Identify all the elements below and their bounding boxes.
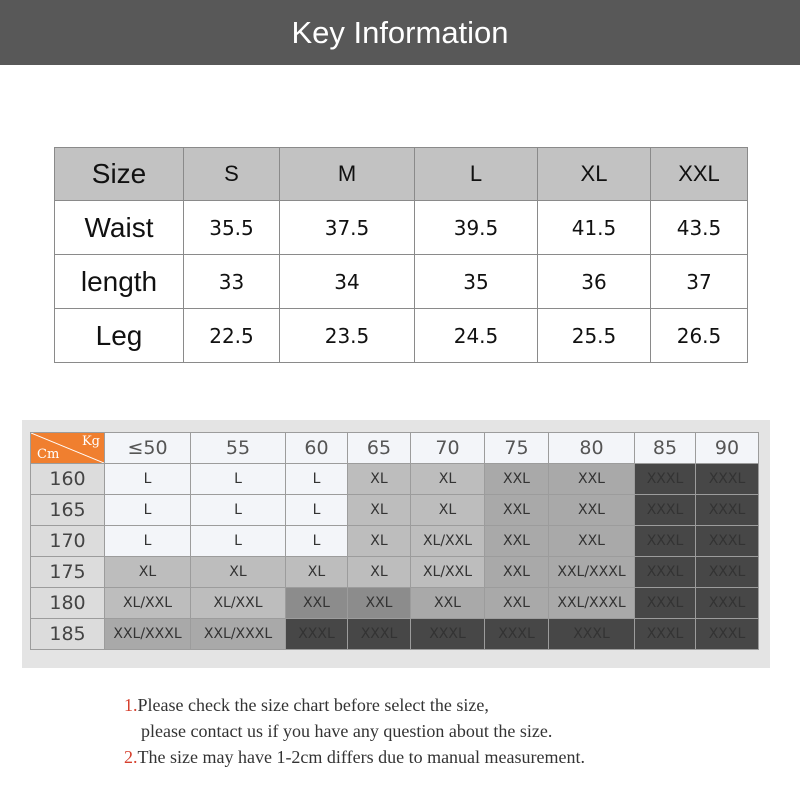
weight-col-header: ≤50 xyxy=(105,433,191,464)
size-recommendation-cell: XL/XXL xyxy=(191,588,286,619)
height-label: 175 xyxy=(31,557,105,588)
table-cell: 36 xyxy=(538,255,651,309)
size-recommendation-cell: XL xyxy=(348,495,411,526)
size-row-length xyxy=(55,255,748,309)
size-recommendation-cell: XXL xyxy=(411,588,485,619)
note-1-line-2: please contact us if you have any question about the size. xyxy=(141,721,553,741)
size-row-leg xyxy=(55,309,748,363)
size-recommendation-cell: XXL/XXXL xyxy=(191,619,286,650)
height-label: 165 xyxy=(31,495,105,526)
size-recommendation-cell: XXL xyxy=(485,495,549,526)
size-col-xl: XL xyxy=(538,148,651,201)
table-cell: 35.5 xyxy=(184,201,280,255)
size-recommendation-cell: L xyxy=(191,495,286,526)
row-label: length xyxy=(55,255,184,309)
height-label: 185 xyxy=(31,619,105,650)
size-recommendation-cell: L xyxy=(286,495,348,526)
size-recommendation-cell: XXL xyxy=(549,526,635,557)
table-cell: 43.5 xyxy=(651,201,748,255)
size-recommendation-cell: XXL xyxy=(485,464,549,495)
key-information-header xyxy=(0,0,800,65)
size-recommendation-cell: XXXL xyxy=(696,495,759,526)
note-1 xyxy=(124,692,585,744)
size-recommendation-cell: L xyxy=(191,464,286,495)
table-row xyxy=(31,526,759,557)
size-recommendation-cell: XXL xyxy=(485,588,549,619)
height-label: 180 xyxy=(31,588,105,619)
weight-col-header: 70 xyxy=(411,433,485,464)
size-recommendation-cell: XXXL xyxy=(635,526,696,557)
size-recommendation-cell: XXXL xyxy=(485,619,549,650)
table-row xyxy=(31,588,759,619)
size-recommendation-cell: L xyxy=(286,464,348,495)
size-recommendation-cell: XXXL xyxy=(696,464,759,495)
corner-cm-label: Cm xyxy=(37,447,60,462)
size-recommendation-cell: XXXL xyxy=(696,557,759,588)
size-row-waist xyxy=(55,201,748,255)
size-recommendation-cell: XXXL xyxy=(286,619,348,650)
size-recommendation-cell: XXL xyxy=(485,557,549,588)
size-col-xxl: XXL xyxy=(651,148,748,201)
size-col-s: S xyxy=(184,148,280,201)
size-recommendation-cell: XL/XXL xyxy=(411,526,485,557)
row-label: Leg xyxy=(55,309,184,363)
size-recommendation-cell: XXL xyxy=(485,526,549,557)
size-header-label: Size xyxy=(55,148,184,201)
size-recommendation-cell: XL xyxy=(191,557,286,588)
height-label: 160 xyxy=(31,464,105,495)
note-1-line-1: Please check the size chart before select the size, xyxy=(137,695,489,715)
size-recommendation-cell: L xyxy=(105,495,191,526)
size-recommendation-cell: XL xyxy=(105,557,191,588)
size-recommendation-cell: XXXL xyxy=(635,557,696,588)
size-col-l: L xyxy=(415,148,538,201)
corner-cell xyxy=(31,433,105,464)
size-recommendation-cell: L xyxy=(105,464,191,495)
header-title: Key Information xyxy=(291,14,509,50)
height-label: 170 xyxy=(31,526,105,557)
table-cell: 37.5 xyxy=(280,201,415,255)
table-cell: 33 xyxy=(184,255,280,309)
weight-header-row xyxy=(31,433,759,464)
size-recommendation-cell: XL xyxy=(348,526,411,557)
size-recommendation-cell: XL/XXL xyxy=(105,588,191,619)
table-row xyxy=(31,619,759,650)
table-cell: 22.5 xyxy=(184,309,280,363)
note-1-number: 1. xyxy=(124,695,138,715)
corner-kg-label: Kg xyxy=(81,434,100,449)
note-2 xyxy=(124,744,585,770)
size-recommendation-cell: XL xyxy=(348,464,411,495)
note-2-number: 2. xyxy=(124,747,138,767)
size-recommendation-cell: XXL xyxy=(286,588,348,619)
height-weight-chart xyxy=(30,432,759,650)
size-recommendation-cell: L xyxy=(191,526,286,557)
size-recommendation-cell: XL xyxy=(348,557,411,588)
size-recommendation-cell: XXXL xyxy=(348,619,411,650)
size-recommendation-cell: XXL xyxy=(549,495,635,526)
size-header-row xyxy=(55,148,748,201)
size-recommendation-cell: XL xyxy=(411,495,485,526)
table-row xyxy=(31,557,759,588)
size-notes xyxy=(124,692,585,770)
table-cell: 24.5 xyxy=(415,309,538,363)
table-cell: 37 xyxy=(651,255,748,309)
size-recommendation-cell: XXXL xyxy=(635,464,696,495)
table-cell: 25.5 xyxy=(538,309,651,363)
size-recommendation-cell: XL/XXL xyxy=(411,557,485,588)
size-recommendation-cell: XL xyxy=(286,557,348,588)
size-recommendation-cell: XXL xyxy=(348,588,411,619)
table-cell: 23.5 xyxy=(280,309,415,363)
table-row xyxy=(31,464,759,495)
size-recommendation-cell: L xyxy=(286,526,348,557)
note-2-line-1: The size may have 1-2cm differs due to manual measurement. xyxy=(137,747,586,767)
size-recommendation-cell: XXL/XXXL xyxy=(549,557,635,588)
table-cell: 35 xyxy=(415,255,538,309)
row-label: Waist xyxy=(55,201,184,255)
size-recommendation-cell: L xyxy=(105,526,191,557)
weight-col-header: 55 xyxy=(191,433,286,464)
table-cell: 26.5 xyxy=(651,309,748,363)
weight-col-header: 90 xyxy=(696,433,759,464)
table-row xyxy=(31,495,759,526)
weight-col-header: 65 xyxy=(348,433,411,464)
weight-col-header: 75 xyxy=(485,433,549,464)
size-table xyxy=(54,147,748,363)
size-recommendation-cell: XXXL xyxy=(696,619,759,650)
size-recommendation-cell: XXXL xyxy=(549,619,635,650)
size-recommendation-cell: XXXL xyxy=(635,495,696,526)
table-cell: 34 xyxy=(280,255,415,309)
size-recommendation-cell: XXXL xyxy=(635,588,696,619)
table-cell: 39.5 xyxy=(415,201,538,255)
table-cell: 41.5 xyxy=(538,201,651,255)
size-recommendation-cell: XXXL xyxy=(411,619,485,650)
weight-col-header: 60 xyxy=(286,433,348,464)
size-col-m: M xyxy=(280,148,415,201)
size-recommendation-cell: XXXL xyxy=(696,526,759,557)
weight-col-header: 85 xyxy=(635,433,696,464)
size-recommendation-cell: XXL/XXXL xyxy=(105,619,191,650)
size-recommendation-cell: XXXL xyxy=(635,619,696,650)
size-recommendation-cell: XL xyxy=(411,464,485,495)
size-recommendation-cell: XXL/XXXL xyxy=(549,588,635,619)
size-recommendation-cell: XXXL xyxy=(696,588,759,619)
size-recommendation-cell: XXL xyxy=(549,464,635,495)
weight-col-header: 80 xyxy=(549,433,635,464)
